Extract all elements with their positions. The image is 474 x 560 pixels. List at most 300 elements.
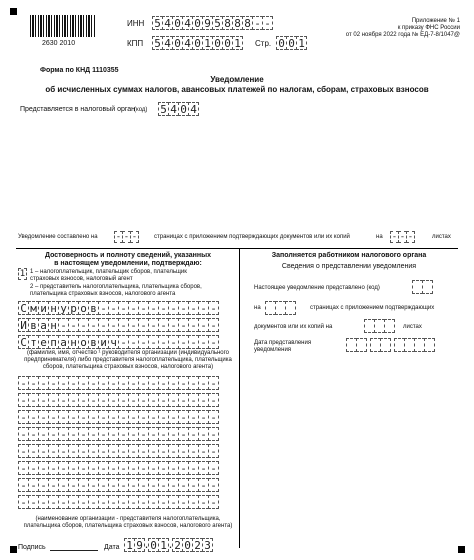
- appendix-line-1: Приложение № 1: [411, 18, 460, 24]
- char-cell[interactable]: -: [68, 427, 79, 441]
- char-cell[interactable]: С: [18, 335, 29, 349]
- char-cell[interactable]: -: [118, 376, 129, 390]
- char-cell[interactable]: -: [208, 478, 219, 492]
- char-cell[interactable]: -: [128, 393, 139, 407]
- char-cell[interactable]: -: [128, 410, 139, 424]
- char-cell[interactable]: -: [18, 393, 29, 407]
- char-cell[interactable]: -: [78, 393, 89, 407]
- char-cell[interactable]: -: [38, 427, 49, 441]
- char-cell[interactable]: -: [148, 318, 159, 332]
- char-cell[interactable]: 0: [286, 36, 297, 50]
- submitted-code-cells: [412, 280, 432, 294]
- char-cell[interactable]: 1: [296, 36, 307, 50]
- char-cell[interactable]: -: [68, 318, 79, 332]
- char-cell[interactable]: -: [108, 478, 119, 492]
- char-cell[interactable]: -: [38, 444, 49, 458]
- char-cell[interactable]: 0: [172, 36, 183, 50]
- char-cell[interactable]: 2: [192, 538, 203, 552]
- char-cell[interactable]: -: [208, 393, 219, 407]
- char-cell[interactable]: -: [208, 335, 219, 349]
- char-cell[interactable]: -: [48, 427, 59, 441]
- char-cell[interactable]: -: [138, 461, 149, 475]
- char-cell[interactable]: 5: [158, 102, 169, 116]
- char-cell[interactable]: 4: [182, 16, 193, 30]
- char-cell[interactable]: -: [48, 376, 59, 390]
- char-cell[interactable]: -: [118, 444, 129, 458]
- appendix-line-2: к приказу ФНС России: [397, 25, 460, 31]
- char-cell[interactable]: -: [178, 410, 189, 424]
- char-cell[interactable]: -: [98, 393, 109, 407]
- char-cell[interactable]: -: [188, 335, 199, 349]
- char-cell[interactable]: 1: [158, 538, 169, 552]
- char-cell[interactable]: -: [123, 232, 130, 242]
- tax-authority-code-label: (код): [134, 107, 148, 113]
- char-cell[interactable]: -: [188, 318, 199, 332]
- char-cell[interactable]: -: [158, 393, 169, 407]
- char-cell[interactable]: -: [148, 461, 159, 475]
- char-cell[interactable]: -: [108, 495, 119, 509]
- char-cell[interactable]: -: [148, 335, 159, 349]
- char-cell[interactable]: т: [28, 335, 39, 349]
- char-cell[interactable]: -: [98, 478, 109, 492]
- char-cell[interactable]: -: [28, 393, 39, 407]
- submitted-code-label: Настоящее уведомление представлено (код): [254, 285, 380, 291]
- char-cell[interactable]: а: [58, 335, 69, 349]
- char-cell[interactable]: -: [28, 478, 39, 492]
- char-cell[interactable]: и: [98, 335, 109, 349]
- char-cell[interactable]: 0: [276, 36, 287, 50]
- char-cell[interactable]: -: [108, 318, 119, 332]
- char-cell[interactable]: -: [158, 301, 169, 315]
- char-cell[interactable]: -: [208, 495, 219, 509]
- char-cell[interactable]: 0: [222, 36, 233, 50]
- char-cell[interactable]: -: [68, 393, 79, 407]
- char-cell[interactable]: -: [252, 16, 263, 30]
- char-cell[interactable]: -: [208, 318, 219, 332]
- char-cell[interactable]: -: [208, 410, 219, 424]
- char-cell[interactable]: 2: [172, 538, 183, 552]
- char-cell[interactable]: -: [128, 335, 139, 349]
- char-cell[interactable]: -: [407, 232, 414, 242]
- char-cell[interactable]: -: [118, 335, 129, 349]
- char-cell[interactable]: -: [58, 393, 69, 407]
- char-cell[interactable]: -: [188, 495, 199, 509]
- char-cell[interactable]: -: [158, 444, 169, 458]
- char-cell[interactable]: -: [18, 376, 29, 390]
- char-cell[interactable]: -: [98, 376, 109, 390]
- kpp-cells: [152, 36, 242, 50]
- char-cell[interactable]: -: [108, 393, 119, 407]
- char-cell[interactable]: -: [128, 376, 139, 390]
- char-cell[interactable]: -: [178, 376, 189, 390]
- char-cell[interactable]: -: [188, 461, 199, 475]
- char-cell[interactable]: 4: [182, 36, 193, 50]
- char-cell[interactable]: -: [38, 376, 49, 390]
- char-cell[interactable]: -: [178, 444, 189, 458]
- char-cell[interactable]: -: [98, 461, 109, 475]
- char-cell[interactable]: -: [158, 461, 169, 475]
- char-cell[interactable]: -: [168, 335, 179, 349]
- char-cell[interactable]: -: [58, 444, 69, 458]
- char-cell[interactable]: -: [138, 376, 149, 390]
- char-cell[interactable]: -: [128, 495, 139, 509]
- org-name-row: [18, 376, 218, 390]
- char-cell[interactable]: -: [148, 495, 159, 509]
- char-cell[interactable]: -: [168, 444, 179, 458]
- appendix-line-3: от 02 ноября 2022 года № ЕД-7-8/1047@: [345, 32, 460, 38]
- char-cell[interactable]: -: [138, 495, 149, 509]
- char-cell[interactable]: -: [28, 444, 39, 458]
- char-cell[interactable]: -: [118, 301, 129, 315]
- char-cell[interactable]: -: [148, 444, 159, 458]
- char-cell[interactable]: -: [168, 393, 179, 407]
- org-name-row: [18, 444, 218, 458]
- right-date-cell[interactable]: [424, 338, 435, 352]
- submitted-code-cell[interactable]: [422, 280, 433, 294]
- char-cell[interactable]: о: [78, 301, 89, 315]
- org-name-row: [18, 393, 218, 407]
- char-cell[interactable]: -: [128, 427, 139, 441]
- authority-subheading: Сведения о представлении уведомления: [281, 263, 417, 270]
- char-cell[interactable]: -: [178, 478, 189, 492]
- char-cell[interactable]: 3: [202, 538, 213, 552]
- corner-marker-bottom-left: [10, 546, 17, 553]
- char-cell[interactable]: -: [48, 393, 59, 407]
- char-cell[interactable]: -: [38, 461, 49, 475]
- char-cell[interactable]: 0: [182, 538, 193, 552]
- char-cell[interactable]: -: [178, 393, 189, 407]
- char-cell[interactable]: -: [88, 318, 99, 332]
- char-cell[interactable]: -: [138, 318, 149, 332]
- char-cell[interactable]: -: [58, 461, 69, 475]
- char-cell[interactable]: -: [158, 478, 169, 492]
- char-cell[interactable]: -: [208, 461, 219, 475]
- char-cell[interactable]: -: [58, 376, 69, 390]
- date-separator: .: [143, 539, 150, 551]
- char-cell[interactable]: -: [128, 444, 139, 458]
- char-cell[interactable]: -: [48, 410, 59, 424]
- char-cell[interactable]: 9: [134, 538, 145, 552]
- page-label: Стр.: [255, 39, 272, 48]
- char-cell[interactable]: -: [18, 410, 29, 424]
- char-cell[interactable]: -: [115, 232, 122, 242]
- char-cell[interactable]: -: [48, 461, 59, 475]
- char-cell[interactable]: 1: [202, 36, 213, 50]
- barcode-number: 2630 2010: [42, 40, 76, 47]
- char-cell[interactable]: -: [188, 444, 199, 458]
- char-cell[interactable]: 9: [202, 16, 213, 30]
- char-cell[interactable]: -: [38, 495, 49, 509]
- char-cell[interactable]: -: [48, 444, 59, 458]
- char-cell[interactable]: -: [78, 461, 89, 475]
- char-cell[interactable]: н: [48, 318, 59, 332]
- doc-sheets-cells: [390, 231, 414, 243]
- char-cell[interactable]: -: [188, 478, 199, 492]
- char-cell[interactable]: -: [98, 427, 109, 441]
- char-cell[interactable]: -: [158, 427, 169, 441]
- pages-cells: [114, 231, 138, 243]
- char-cell[interactable]: -: [48, 495, 59, 509]
- char-cell[interactable]: -: [128, 318, 139, 332]
- char-cell[interactable]: 4: [168, 102, 179, 116]
- char-cell[interactable]: -: [208, 376, 219, 390]
- char-cell[interactable]: 1: [19, 269, 26, 279]
- char-cell[interactable]: -: [188, 376, 199, 390]
- char-cell[interactable]: -: [78, 478, 89, 492]
- char-cell[interactable]: -: [158, 335, 169, 349]
- char-cell[interactable]: -: [78, 318, 89, 332]
- char-cell[interactable]: -: [68, 495, 79, 509]
- char-cell[interactable]: -: [108, 410, 119, 424]
- char-cell[interactable]: 0: [172, 16, 183, 30]
- char-cell[interactable]: -: [198, 495, 209, 509]
- char-cell[interactable]: -: [148, 478, 159, 492]
- char-cell[interactable]: -: [138, 410, 149, 424]
- char-cell[interactable]: 4: [188, 102, 199, 116]
- char-cell[interactable]: р: [68, 301, 79, 315]
- right-pages-label: страницах с приложением подтверждающих: [310, 305, 435, 311]
- char-cell[interactable]: н: [68, 335, 79, 349]
- right-sheets-cell[interactable]: [384, 319, 395, 333]
- char-cell[interactable]: -: [28, 495, 39, 509]
- char-cell[interactable]: -: [38, 478, 49, 492]
- char-cell[interactable]: -: [118, 495, 129, 509]
- char-cell[interactable]: н: [48, 301, 59, 315]
- surname-cells: [18, 301, 218, 315]
- char-cell[interactable]: -: [131, 232, 138, 242]
- char-cell[interactable]: -: [68, 444, 79, 458]
- char-cell[interactable]: 5: [152, 16, 163, 30]
- section-divider-vertical: [239, 248, 240, 548]
- char-cell[interactable]: 4: [162, 16, 173, 30]
- char-cell[interactable]: -: [198, 461, 209, 475]
- date-label: Дата: [104, 544, 120, 551]
- char-cell[interactable]: -: [168, 410, 179, 424]
- char-cell[interactable]: -: [28, 461, 39, 475]
- char-cell[interactable]: -: [88, 495, 99, 509]
- char-cell[interactable]: -: [18, 427, 29, 441]
- char-cell[interactable]: 8: [242, 16, 253, 30]
- char-cell[interactable]: -: [88, 461, 99, 475]
- char-cell[interactable]: -: [138, 393, 149, 407]
- char-cell[interactable]: -: [178, 318, 189, 332]
- char-cell[interactable]: -: [178, 301, 189, 315]
- right-pages-cell[interactable]: [285, 301, 296, 315]
- char-cell[interactable]: -: [78, 427, 89, 441]
- char-cell[interactable]: м: [28, 301, 39, 315]
- char-cell[interactable]: -: [198, 393, 209, 407]
- char-cell[interactable]: -: [178, 495, 189, 509]
- char-cell[interactable]: в: [88, 335, 99, 349]
- char-cell[interactable]: -: [262, 16, 273, 30]
- char-cell[interactable]: 1: [124, 538, 135, 552]
- char-cell[interactable]: -: [118, 410, 129, 424]
- char-cell[interactable]: 0: [148, 538, 159, 552]
- char-cell[interactable]: -: [138, 478, 149, 492]
- char-cell[interactable]: о: [78, 335, 89, 349]
- char-cell[interactable]: -: [118, 393, 129, 407]
- char-cell[interactable]: -: [118, 318, 129, 332]
- char-cell[interactable]: -: [198, 376, 209, 390]
- char-cell[interactable]: -: [168, 461, 179, 475]
- char-cell[interactable]: -: [28, 376, 39, 390]
- char-cell[interactable]: -: [38, 410, 49, 424]
- char-cell[interactable]: -: [178, 427, 189, 441]
- char-cell[interactable]: а: [38, 318, 49, 332]
- char-cell[interactable]: -: [108, 461, 119, 475]
- char-cell[interactable]: -: [158, 495, 169, 509]
- char-cell[interactable]: -: [198, 335, 209, 349]
- char-cell[interactable]: -: [128, 301, 139, 315]
- char-cell[interactable]: -: [58, 478, 69, 492]
- char-cell[interactable]: -: [178, 335, 189, 349]
- char-cell[interactable]: -: [168, 301, 179, 315]
- char-cell[interactable]: 0: [212, 36, 223, 50]
- char-cell[interactable]: -: [198, 318, 209, 332]
- char-cell[interactable]: -: [58, 427, 69, 441]
- char-cell[interactable]: -: [98, 495, 109, 509]
- char-cell[interactable]: -: [178, 461, 189, 475]
- confirm-heading-1: Достоверность и полноту сведений, указанных: [45, 252, 211, 259]
- char-cell[interactable]: -: [58, 318, 69, 332]
- char-cell[interactable]: С: [18, 301, 29, 315]
- char-cell[interactable]: -: [198, 301, 209, 315]
- corner-marker-bottom-right: [458, 546, 465, 553]
- char-cell[interactable]: -: [88, 427, 99, 441]
- char-cell[interactable]: -: [108, 427, 119, 441]
- char-cell[interactable]: -: [168, 478, 179, 492]
- char-cell[interactable]: -: [108, 301, 119, 315]
- char-cell[interactable]: в: [28, 318, 39, 332]
- char-cell[interactable]: -: [28, 427, 39, 441]
- char-cell[interactable]: -: [118, 461, 129, 475]
- char-cell[interactable]: -: [88, 393, 99, 407]
- char-cell[interactable]: -: [128, 461, 139, 475]
- char-cell[interactable]: -: [391, 232, 398, 242]
- char-cell[interactable]: -: [188, 427, 199, 441]
- char-cell[interactable]: 5: [152, 36, 163, 50]
- char-cell[interactable]: -: [18, 495, 29, 509]
- kpp-label: КПП: [127, 39, 144, 48]
- char-cell[interactable]: -: [108, 376, 119, 390]
- char-cell[interactable]: -: [68, 376, 79, 390]
- char-cell[interactable]: -: [118, 427, 129, 441]
- char-cell[interactable]: -: [148, 301, 159, 315]
- org-name-row: [18, 410, 218, 424]
- char-cell[interactable]: -: [88, 410, 99, 424]
- char-cell[interactable]: -: [98, 318, 109, 332]
- right-date-cells: [346, 338, 434, 352]
- char-cell[interactable]: -: [118, 478, 129, 492]
- char-cell[interactable]: -: [58, 495, 69, 509]
- char-cell[interactable]: -: [198, 427, 209, 441]
- char-cell[interactable]: -: [28, 410, 39, 424]
- char-cell[interactable]: -: [148, 393, 159, 407]
- char-cell[interactable]: -: [148, 376, 159, 390]
- char-cell[interactable]: -: [198, 444, 209, 458]
- char-cell[interactable]: -: [158, 376, 169, 390]
- char-cell[interactable]: 1: [232, 36, 243, 50]
- char-cell[interactable]: 0: [192, 16, 203, 30]
- char-cell[interactable]: -: [208, 427, 219, 441]
- char-cell[interactable]: ч: [108, 335, 119, 349]
- char-cell[interactable]: -: [78, 495, 89, 509]
- char-cell[interactable]: -: [68, 410, 79, 424]
- char-cell[interactable]: 0: [178, 102, 189, 116]
- char-cell[interactable]: -: [68, 478, 79, 492]
- char-cell[interactable]: -: [148, 410, 159, 424]
- char-cell[interactable]: -: [158, 318, 169, 332]
- name-cells: [18, 318, 218, 332]
- char-cell[interactable]: 5: [212, 16, 223, 30]
- char-cell[interactable]: -: [138, 427, 149, 441]
- char-cell[interactable]: у: [58, 301, 69, 315]
- char-cell[interactable]: -: [18, 461, 29, 475]
- char-cell[interactable]: -: [198, 478, 209, 492]
- char-cell[interactable]: -: [78, 410, 89, 424]
- char-cell[interactable]: -: [198, 410, 209, 424]
- char-cell[interactable]: 0: [192, 36, 203, 50]
- char-cell[interactable]: -: [88, 478, 99, 492]
- char-cell[interactable]: 8: [222, 16, 233, 30]
- char-cell[interactable]: -: [38, 393, 49, 407]
- char-cell[interactable]: и: [38, 301, 49, 315]
- char-cell[interactable]: -: [48, 478, 59, 492]
- char-cell[interactable]: -: [108, 444, 119, 458]
- char-cell[interactable]: -: [208, 444, 219, 458]
- char-cell[interactable]: -: [98, 410, 109, 424]
- char-cell[interactable]: -: [88, 444, 99, 458]
- char-cell[interactable]: -: [168, 427, 179, 441]
- char-cell[interactable]: -: [78, 444, 89, 458]
- char-cell[interactable]: -: [18, 478, 29, 492]
- char-cell[interactable]: -: [168, 376, 179, 390]
- char-cell[interactable]: -: [138, 335, 149, 349]
- char-cell[interactable]: -: [188, 410, 199, 424]
- char-cell[interactable]: -: [128, 478, 139, 492]
- char-cell[interactable]: -: [78, 376, 89, 390]
- char-cell[interactable]: -: [138, 301, 149, 315]
- authority-heading: Заполняется работником налогового органа: [271, 252, 427, 259]
- char-cell[interactable]: п: [48, 335, 59, 349]
- char-cell[interactable]: -: [98, 444, 109, 458]
- char-cell[interactable]: 8: [232, 16, 243, 30]
- char-cell[interactable]: -: [68, 461, 79, 475]
- char-cell[interactable]: е: [38, 335, 49, 349]
- char-cell[interactable]: -: [138, 444, 149, 458]
- char-cell[interactable]: -: [158, 410, 169, 424]
- char-cell[interactable]: И: [18, 318, 29, 332]
- signature-line[interactable]: [50, 550, 98, 551]
- char-cell[interactable]: -: [18, 444, 29, 458]
- char-cell[interactable]: в: [88, 301, 99, 315]
- char-cell[interactable]: -: [98, 301, 109, 315]
- char-cell[interactable]: -: [399, 232, 406, 242]
- char-cell[interactable]: -: [188, 301, 199, 315]
- signer-option-1: 1 – налогоплательщик, плательщик сборов, плательщик страховых взносов, налоговый агент: [30, 269, 187, 282]
- char-cell[interactable]: -: [168, 495, 179, 509]
- char-cell[interactable]: -: [208, 301, 219, 315]
- char-cell[interactable]: -: [168, 318, 179, 332]
- tax-authority-cells: [158, 102, 198, 116]
- char-cell[interactable]: 4: [162, 36, 173, 50]
- char-cell[interactable]: -: [58, 410, 69, 424]
- char-cell[interactable]: -: [188, 393, 199, 407]
- inn-label: ИНН: [127, 19, 145, 28]
- pages-label-middle: страницах с приложением подтверждающих документов или их копий: [154, 234, 350, 240]
- char-cell[interactable]: -: [88, 376, 99, 390]
- char-cell[interactable]: -: [148, 427, 159, 441]
